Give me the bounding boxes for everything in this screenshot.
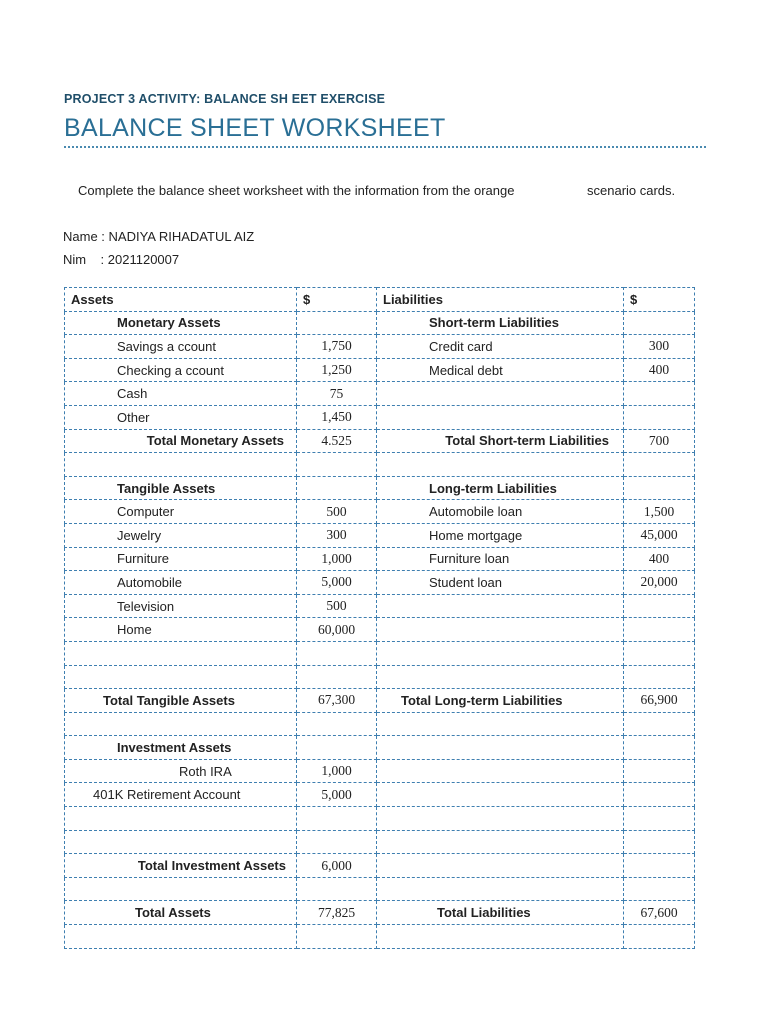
page-title: BALANCE SHEET WORKSHEET bbox=[64, 114, 446, 142]
asset-value: 75 bbox=[297, 382, 377, 406]
long-term-liabilities-heading: Long-term Liabilities bbox=[377, 476, 624, 500]
asset-value: 300 bbox=[297, 523, 377, 547]
asset-label: Automobile bbox=[65, 571, 297, 595]
table-row bbox=[65, 594, 695, 618]
table-header-row bbox=[65, 288, 695, 312]
liability-value: 20,000 bbox=[624, 571, 695, 595]
asset-label: Cash bbox=[65, 382, 297, 406]
title-divider bbox=[64, 146, 706, 148]
asset-value: 1,450 bbox=[297, 405, 377, 429]
table-row-empty bbox=[65, 877, 695, 901]
table-row-empty bbox=[65, 830, 695, 854]
liabilities-header: Liabilities bbox=[377, 288, 624, 312]
asset-label: Television bbox=[65, 594, 297, 618]
liability-label: Student loan bbox=[377, 571, 624, 595]
liability-label: Credit card bbox=[377, 335, 624, 359]
liability-label: Home mortgage bbox=[377, 523, 624, 547]
table-row bbox=[65, 547, 695, 571]
project-subtitle: PROJECT 3 ACTIVITY: BALANCE SH EET EXERCISE bbox=[64, 92, 386, 106]
total-liabilities-label: Total Liabilities bbox=[377, 901, 624, 925]
table-row bbox=[65, 854, 695, 878]
table-row bbox=[65, 689, 695, 713]
table-row bbox=[65, 429, 695, 453]
total-monetary-assets-value: 4.525 bbox=[297, 429, 377, 453]
total-assets-label: Total Assets bbox=[65, 901, 297, 925]
table-row bbox=[65, 901, 695, 925]
asset-label: 401K Retirement Account bbox=[65, 783, 297, 807]
total-investment-assets-label: Total Investment Assets bbox=[65, 854, 297, 878]
asset-label: Jewelry bbox=[65, 523, 297, 547]
student-name: Name : NADIYA RIHADATUL AIZ bbox=[63, 229, 255, 244]
liability-label: Medical debt bbox=[377, 358, 624, 382]
table-row bbox=[65, 500, 695, 524]
liability-value: 45,000 bbox=[624, 523, 695, 547]
liabilities-dollar-header: $ bbox=[624, 288, 695, 312]
asset-label: Computer bbox=[65, 500, 297, 524]
asset-value: 1,000 bbox=[297, 759, 377, 783]
table-row-empty bbox=[65, 712, 695, 736]
table-row-empty bbox=[65, 453, 695, 477]
table-row bbox=[65, 311, 695, 335]
liability-label: Automobile loan bbox=[377, 500, 624, 524]
asset-value: 1,000 bbox=[297, 547, 377, 571]
tangible-assets-heading: Tangible Assets bbox=[65, 476, 297, 500]
total-short-term-liabilities-value: 700 bbox=[624, 429, 695, 453]
total-monetary-assets-label: Total Monetary Assets bbox=[65, 429, 297, 453]
balance-sheet-table bbox=[64, 287, 695, 949]
table-row bbox=[65, 476, 695, 500]
asset-label: Furniture bbox=[65, 547, 297, 571]
total-investment-assets-value: 6,000 bbox=[297, 854, 377, 878]
asset-label: Home bbox=[65, 618, 297, 642]
liability-value: 300 bbox=[624, 335, 695, 359]
total-short-term-liabilities-label: Total Short-term Liabilities bbox=[377, 429, 624, 453]
table-row bbox=[65, 358, 695, 382]
asset-value: 500 bbox=[297, 500, 377, 524]
asset-value: 5,000 bbox=[297, 571, 377, 595]
asset-label: Other bbox=[65, 405, 297, 429]
table-row-empty bbox=[65, 665, 695, 689]
asset-label: Checking a ccount bbox=[65, 358, 297, 382]
table-row bbox=[65, 405, 695, 429]
investment-assets-heading: Investment Assets bbox=[65, 736, 297, 760]
liability-value: 400 bbox=[624, 547, 695, 571]
table-row bbox=[65, 335, 695, 359]
total-long-term-liabilities-value: 66,900 bbox=[624, 689, 695, 713]
table-row bbox=[65, 759, 695, 783]
instructions-text-end: scenario cards. bbox=[587, 183, 676, 198]
asset-value: 1,250 bbox=[297, 358, 377, 382]
assets-header: Assets bbox=[65, 288, 297, 312]
asset-value: 5,000 bbox=[297, 783, 377, 807]
asset-label: Savings a ccount bbox=[65, 335, 297, 359]
liability-value: 1,500 bbox=[624, 500, 695, 524]
total-tangible-assets-label: Total Tangible Assets bbox=[65, 689, 297, 713]
liability-value: 400 bbox=[624, 358, 695, 382]
total-assets-value: 77,825 bbox=[297, 901, 377, 925]
student-nim: Nim : 2021120007 bbox=[63, 252, 180, 267]
table-row bbox=[65, 571, 695, 595]
table-row bbox=[65, 736, 695, 760]
instructions-text: Complete the balance sheet worksheet with the information from the orange bbox=[78, 183, 515, 198]
total-long-term-liabilities-label: Total Long-term Liabilities bbox=[377, 689, 624, 713]
table-row bbox=[65, 523, 695, 547]
table-row bbox=[65, 618, 695, 642]
table-row-empty bbox=[65, 807, 695, 831]
table-row bbox=[65, 783, 695, 807]
asset-value: 500 bbox=[297, 594, 377, 618]
table-row-empty bbox=[65, 925, 695, 949]
total-liabilities-value: 67,600 bbox=[624, 901, 695, 925]
total-tangible-assets-value: 67,300 bbox=[297, 689, 377, 713]
liability-label: Furniture loan bbox=[377, 547, 624, 571]
asset-value: 1,750 bbox=[297, 335, 377, 359]
short-term-liabilities-heading: Short-term Liabilities bbox=[377, 311, 624, 335]
monetary-assets-heading: Monetary Assets bbox=[65, 311, 297, 335]
table-row-empty bbox=[65, 641, 695, 665]
table-row bbox=[65, 382, 695, 406]
asset-value: 60,000 bbox=[297, 618, 377, 642]
asset-label: Roth IRA bbox=[65, 759, 297, 783]
assets-dollar-header: $ bbox=[297, 288, 377, 312]
